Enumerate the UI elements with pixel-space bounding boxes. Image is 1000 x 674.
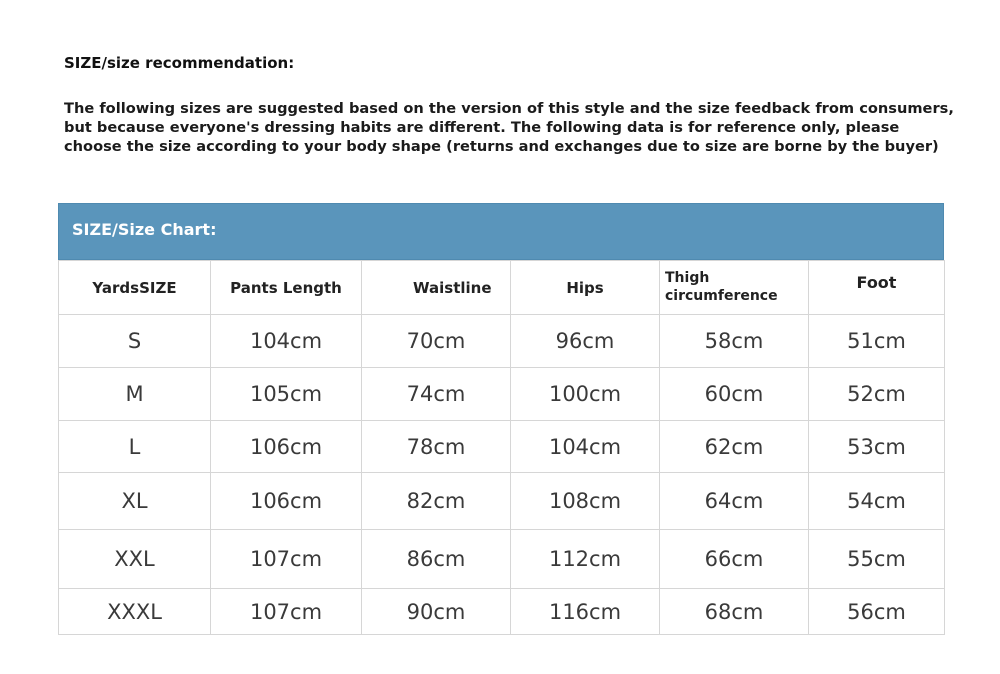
size-notice	[64, 99, 964, 156]
notice-line: choose the size according to your body shape (returns and exchanges due to size are borne by the buyer)	[64, 138, 939, 155]
size-chart-title: SIZE/Size Chart:	[58, 203, 944, 260]
cell-pants-length: 105cm	[211, 368, 362, 421]
column-header-waistline: Waistline	[362, 261, 511, 315]
cell-pants-length: 107cm	[211, 589, 362, 635]
cell-hips: 112cm	[511, 530, 660, 589]
column-header-pants-length: Pants Length	[211, 261, 362, 315]
column-header-hips: Hips	[511, 261, 660, 315]
table-row	[59, 473, 945, 530]
cell-pants-length: 104cm	[211, 315, 362, 368]
cell-thigh: 66cm	[660, 530, 809, 589]
column-header-thigh-circumference	[660, 261, 809, 315]
cell-thigh: 60cm	[660, 368, 809, 421]
column-header-foot: Foot	[809, 261, 945, 315]
cell-foot: 55cm	[809, 530, 945, 589]
cell-foot: 53cm	[809, 421, 945, 473]
cell-pants-length: 106cm	[211, 473, 362, 530]
cell-foot: 56cm	[809, 589, 945, 635]
cell-waistline: 82cm	[362, 473, 511, 530]
cell-size: S	[59, 315, 211, 368]
size-chart	[58, 203, 944, 635]
cell-foot: 51cm	[809, 315, 945, 368]
table-row	[59, 421, 945, 473]
cell-foot: 52cm	[809, 368, 945, 421]
cell-waistline: 90cm	[362, 589, 511, 635]
cell-waistline: 70cm	[362, 315, 511, 368]
cell-waistline: 86cm	[362, 530, 511, 589]
cell-foot: 54cm	[809, 473, 945, 530]
table-row	[59, 530, 945, 589]
cell-size: M	[59, 368, 211, 421]
thigh-header-line: circumference	[665, 288, 778, 304]
cell-thigh: 68cm	[660, 589, 809, 635]
cell-thigh: 64cm	[660, 473, 809, 530]
cell-waistline: 78cm	[362, 421, 511, 473]
cell-size: L	[59, 421, 211, 473]
notice-line: The following sizes are suggested based on the version of this style and the size feedback from consumers,	[64, 100, 954, 117]
cell-size: XXL	[59, 530, 211, 589]
cell-hips: 116cm	[511, 589, 660, 635]
cell-waistline: 74cm	[362, 368, 511, 421]
notice-line: but because everyone's dressing habits are different. The following data is for reference only, please	[64, 119, 900, 136]
table-header-row	[59, 261, 945, 315]
cell-hips: 96cm	[511, 315, 660, 368]
table-row	[59, 315, 945, 368]
cell-pants-length: 107cm	[211, 530, 362, 589]
size-table	[58, 260, 945, 635]
cell-size: XL	[59, 473, 211, 530]
cell-hips: 104cm	[511, 421, 660, 473]
size-recommendation-heading: SIZE/size recommendation:	[64, 54, 295, 72]
cell-hips: 108cm	[511, 473, 660, 530]
table-row	[59, 368, 945, 421]
cell-hips: 100cm	[511, 368, 660, 421]
cell-thigh: 62cm	[660, 421, 809, 473]
table-row	[59, 589, 945, 635]
column-header-size: YardsSIZE	[59, 261, 211, 315]
cell-thigh: 58cm	[660, 315, 809, 368]
thigh-header-line: Thigh	[665, 270, 710, 286]
cell-pants-length: 106cm	[211, 421, 362, 473]
cell-size: XXXL	[59, 589, 211, 635]
